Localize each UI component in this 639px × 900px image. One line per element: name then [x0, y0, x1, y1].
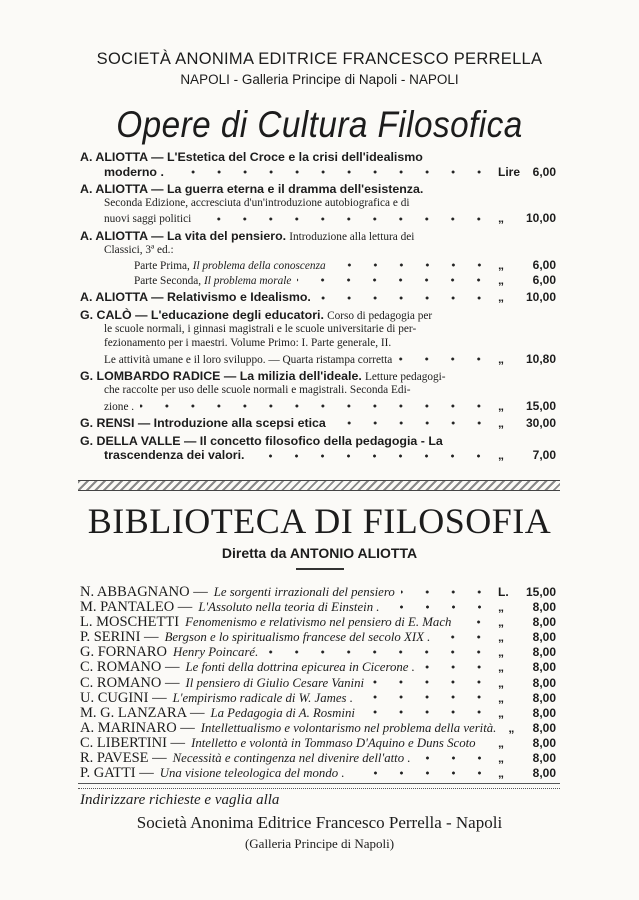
item-author: C. ROMANO — — [80, 674, 180, 691]
part-title: Il problema morale — [203, 274, 292, 287]
price: Lire 6,00 — [498, 164, 556, 179]
item-title: Le sorgenti irrazionali del pensiero — [213, 585, 395, 599]
price: „ 6,00 — [498, 272, 556, 287]
item-title: Henry Poincaré. — [173, 645, 259, 660]
item-title: Intellettualismo e volontarismo nel problema della verità. — [200, 720, 497, 735]
order-note: Indirizzare richieste e vaglia alla — [80, 792, 280, 808]
price: „ 8,00 — [498, 600, 556, 615]
item-author: N. ABBAGNANO — — [80, 584, 208, 600]
list-item — [80, 690, 556, 705]
catalog-entry — [80, 182, 556, 226]
list-item — [80, 735, 556, 750]
section-subtitle: Diretta da ANTONIO ALIOTTA — [221, 545, 418, 561]
leader-dots — [361, 709, 492, 715]
list-item — [80, 629, 556, 644]
list-item — [80, 675, 556, 690]
ornamental-divider — [78, 480, 560, 491]
publisher-header: SOCIETÀ ANONIMA EDITRICE FRANCESCO PERRELLA — [96, 50, 543, 68]
price: „ 8,00 — [498, 705, 556, 720]
item-author: M. PANTALEO — — [80, 599, 193, 616]
entry-heading: G. LOMBARDO RADICE — La milizia dell'ideale. — [80, 369, 362, 384]
list-item — [80, 584, 556, 599]
leader-dots — [332, 262, 492, 268]
entry-heading: G. CALÒ — L'educazione degli educatori. — [80, 307, 324, 322]
price: „ 30,00 — [498, 416, 556, 431]
dotted-divider — [78, 783, 560, 789]
entry-line: Le attività umane e il loro sviluppo. — Quarta ristampa corretta — [104, 353, 393, 366]
leader-dots — [359, 694, 492, 700]
price: „ 6,00 — [498, 258, 556, 273]
list-item — [80, 720, 556, 735]
entry-line: Introduzione alla lettura dei — [289, 230, 415, 243]
item-title: Il pensiero di Giulio Cesare Vanini — [185, 675, 365, 690]
part-label: Parte Prima, — [134, 260, 190, 273]
catalog-opere — [80, 150, 556, 466]
entry-line: moderno . — [104, 164, 164, 179]
catalog-entry — [80, 229, 556, 287]
leader-dots — [457, 619, 492, 625]
leader-dots — [332, 420, 492, 426]
leader-dots — [421, 664, 492, 670]
leader-dots — [140, 403, 492, 409]
entry-heading: A. ALIOTTA — La vita del pensiero. — [80, 228, 287, 243]
price: „ 8,00 — [498, 675, 556, 690]
publisher-address: NAPOLI - Galleria Principe di Napoli - NAPOLI — [180, 72, 459, 87]
item-author: C. LIBERTINI — — [80, 734, 186, 751]
catalog-biblioteca — [80, 584, 556, 780]
entry-heading: A. ALIOTTA — L'Estetica del Croce e la crisi dell'idealismo — [80, 150, 423, 164]
price: „ 8,00 — [498, 751, 556, 766]
item-title: Una visione teleologica del mondo . — [159, 766, 345, 781]
section-title-opere: Opere di Cultura Filosofica — [116, 104, 523, 145]
entry-line: trascendenza dei valori. — [104, 448, 245, 463]
entry-line: Corso di pedagogia per — [327, 309, 433, 322]
leader-dots — [398, 356, 492, 362]
catalog-entry — [80, 434, 556, 463]
price: „ 7,00 — [498, 448, 556, 463]
price: „ 10,00 — [498, 211, 556, 226]
item-author: P. GATTI — — [80, 765, 154, 782]
item-title: L'Assoluto nella teoria di Einstein . — [198, 600, 380, 615]
item-title: Fenomenismo e relativismo nel pensiero di E. Mach — [185, 615, 452, 630]
entry-line: fezionamento per i maestri. Volume Primo: I. Parte generale, II. — [104, 337, 392, 350]
leader-dots — [197, 216, 492, 222]
entry-line: nuovi saggi politici — [104, 213, 192, 226]
section-title-biblioteca: BIBLIOTECA DI FILOSOFIA — [87, 501, 552, 541]
leader-dots — [436, 634, 492, 640]
catalog-entry — [80, 416, 556, 431]
part-title: Il problema della conoscenza — [192, 260, 326, 273]
catalog-entry — [80, 290, 556, 305]
list-item — [80, 659, 556, 674]
leader-dots — [170, 169, 492, 175]
entry-line: Classici, 3ª ed.: — [104, 243, 174, 256]
leader-dots — [386, 604, 493, 610]
item-title: La Pedagogia di A. Rosmini — [210, 705, 355, 720]
leader-dots — [317, 295, 492, 301]
entry-heading: G. DELLA VALLE — Il concetto filosofico della pedagogia - La — [80, 433, 443, 448]
leader-dots — [401, 589, 492, 595]
entry-heading: A. ALIOTTA — Relativismo e Idealismo. — [80, 290, 311, 305]
price: „ 8,00 — [498, 615, 556, 630]
item-author: M. G. LANZARA — — [80, 704, 205, 721]
leader-dots — [297, 277, 492, 283]
item-author: R. PAVESE — — [80, 750, 167, 767]
leader-dots — [417, 755, 492, 761]
list-item — [80, 750, 556, 765]
list-item — [80, 614, 556, 629]
leader-dots — [370, 679, 492, 685]
price: „ 8,00 — [498, 645, 556, 660]
item-author: U. CUGINI — — [80, 689, 167, 706]
leader-dots — [351, 770, 492, 776]
item-author: A. MARINARO — — [80, 719, 195, 736]
list-item — [80, 705, 556, 720]
price: „ 10,00 — [498, 290, 556, 305]
footer-address: (Galleria Principe di Napoli) — [244, 836, 395, 851]
price: „ 8,00 — [498, 660, 556, 675]
item-author: G. FORNARO — [80, 644, 168, 661]
item-title: Bergson e lo spiritualismo francese del secolo XIX . — [164, 630, 431, 645]
price: „ 8,00 — [498, 735, 556, 750]
price: „ 10,80 — [498, 351, 556, 366]
list-item — [80, 765, 556, 780]
leader-dots — [250, 453, 492, 459]
entry-line: Seconda Edizione, accresciuta d'un'introduzione autobiografica e di — [104, 196, 410, 209]
ornament-divider — [296, 568, 344, 570]
entry-heading: G. RENSI — Introduzione alla scepsi etica — [80, 416, 326, 431]
price: „ 8,00 — [498, 630, 556, 645]
footer-publisher: Società Anonima Editrice Francesco Perrella - Napoli — [136, 813, 503, 832]
price: „ 8,00 — [498, 690, 556, 705]
price: „ 8,00 — [498, 766, 556, 781]
entry-line: le scuole normali, i ginnasi magistrali e le scuole universitarie di per- — [104, 322, 417, 335]
price: L. 15,00 — [498, 585, 556, 599]
entry-line: che raccolte per uso delle scuole normali e magistrali. Seconda Edi- — [104, 383, 411, 396]
catalog-entry — [80, 150, 556, 179]
item-title: Intelletto e volontà in Tommaso D'Aquino e Duns Scoto — [191, 735, 476, 750]
item-author: C. ROMANO — — [80, 659, 180, 676]
item-author: P. SERINI — — [80, 629, 159, 646]
item-title: Necessità e contingenza nel divenire dell'atto . — [172, 751, 411, 766]
catalog-entry — [80, 369, 556, 413]
leader-dots — [264, 649, 492, 655]
leader-dots — [482, 739, 492, 745]
part-label: Parte Seconda, — [134, 274, 202, 287]
catalog-entry — [80, 308, 556, 366]
entry-heading: A. ALIOTTA — La guerra eterna e il dramma dell'esistenza. — [80, 182, 424, 197]
list-item — [80, 599, 556, 614]
entry-line: Letture pedagogi- — [364, 371, 446, 384]
list-item — [80, 644, 556, 659]
price: „ 8,00 — [508, 720, 556, 735]
price: „ 15,00 — [498, 398, 556, 413]
item-title: Le fonti della dottrina epicurea in Cicerone . — [185, 660, 415, 675]
item-author: L. MOSCHETTI — [80, 614, 180, 631]
entry-line: zione . — [104, 400, 135, 413]
item-title: L'empirismo radicale di W. James . — [172, 690, 353, 705]
